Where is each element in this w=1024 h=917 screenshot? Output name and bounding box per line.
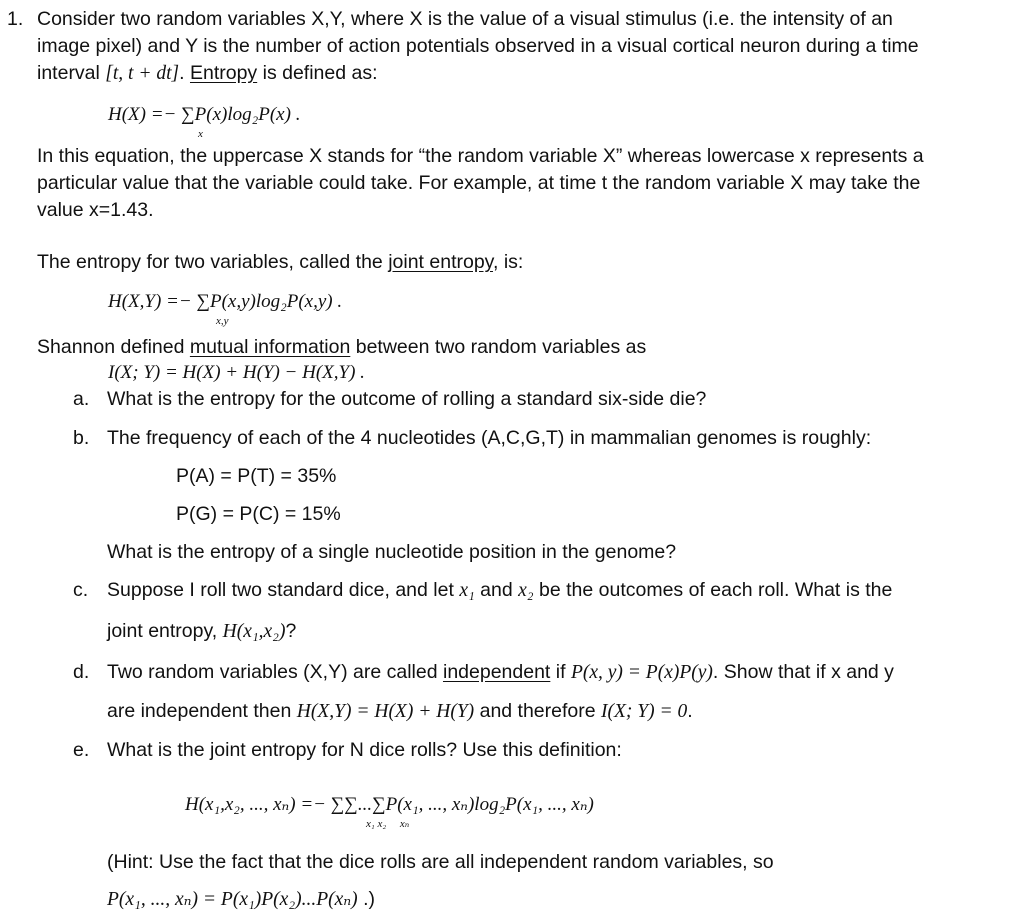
part-d-line-1 bbox=[107, 661, 894, 684]
part-b-freq-1: P(A) = P(T) = 35% bbox=[176, 465, 337, 487]
joint-entropy-sum-formula: H(X,Y) = H(X) + H(Y) bbox=[296, 701, 475, 722]
explain-line-2: particular value that the variable could take. For example, at time t the random variable X may take the bbox=[37, 172, 921, 194]
intro-line-3-end: is defined as: bbox=[262, 62, 378, 84]
intro-interval-label: interval bbox=[37, 62, 100, 84]
part-d-line2-mid: and therefore bbox=[479, 700, 596, 722]
joint-entropy-x1-x2: H(x₁,x₂) bbox=[222, 621, 286, 642]
product-rule-formula: P(x₁, ..., xₙ) = P(x₁)P(x₂)...P(xₙ) bbox=[107, 889, 358, 910]
mi-intro-pre: Shannon defined bbox=[37, 336, 185, 358]
x1-variable: x₁ bbox=[459, 580, 475, 601]
part-b-freq-2: P(G) = P(C) = 15% bbox=[176, 503, 341, 525]
explain-line-1: In this equation, the uppercase X stands for “the random variable X” whereas lowercase x represents a bbox=[37, 145, 924, 167]
part-c-letter: c. bbox=[73, 579, 89, 601]
n-dice-entropy-formula: H(x₁,x₂, ..., xₙ) =− ∑∑...∑P(x₁, ..., xₙ)log₂P(x₁, ..., xₙ) bbox=[185, 794, 594, 815]
x2-variable: x₂ bbox=[518, 580, 534, 601]
joint-intro-post: , is: bbox=[492, 251, 524, 273]
entropy-term: Entropy bbox=[189, 62, 258, 84]
part-d-pre: Two random variables (X,Y) are called bbox=[107, 661, 438, 683]
part-d-if: if bbox=[555, 661, 566, 683]
part-d-letter: d. bbox=[73, 661, 90, 683]
part-b-text: The frequency of each of the 4 nucleotides (A,C,G,T) in mammalian genomes is roughly: bbox=[107, 427, 872, 449]
independent-term: independent bbox=[442, 661, 551, 683]
part-d-line2-pre: are independent then bbox=[107, 700, 292, 722]
part-c-text-post: be the outcomes of each roll. What is the bbox=[539, 579, 893, 601]
part-e-hint-line-2 bbox=[107, 887, 375, 911]
part-b-letter: b. bbox=[73, 427, 90, 449]
explain-line-3: value x=1.43. bbox=[37, 199, 154, 221]
part-c-line-1 bbox=[107, 579, 892, 602]
joint-entropy-formula: H(X,Y) =− ∑P(x,y)log₂P(x,y) . bbox=[108, 291, 343, 312]
part-d-post: . Show that if x and y bbox=[712, 661, 894, 683]
part-c-text-pre: Suppose I roll two standard dice, and let bbox=[107, 579, 454, 601]
intro-line-2: image pixel) and Y is the number of action potentials observed in a visual cortical neuron during a time bbox=[37, 35, 919, 57]
zero-mi-formula: I(X; Y) = 0 bbox=[601, 701, 688, 722]
entropy-formula: H(X) =− ∑P(x)log₂P(x) . bbox=[108, 104, 301, 125]
part-b-question: What is the entropy of a single nucleotide position in the genome? bbox=[107, 541, 677, 563]
part-a-letter: a. bbox=[73, 388, 90, 410]
part-c-question-mark: ? bbox=[285, 620, 297, 642]
intro-dot: . bbox=[179, 62, 185, 84]
joint-intro-pre: The entropy for two variables, called the bbox=[37, 251, 383, 273]
part-a-text: What is the entropy for the outcome of rolling a standard six-side die? bbox=[107, 388, 707, 410]
part-e-text: What is the joint entropy for N dice rolls? Use this definition: bbox=[107, 739, 622, 761]
part-d-line2-dot: . bbox=[687, 700, 693, 722]
part-c-line2-pre: joint entropy, bbox=[107, 620, 218, 642]
problem-number: 1. bbox=[7, 8, 24, 30]
mutual-information-term: mutual information bbox=[189, 336, 351, 358]
intro-line-1: Consider two random variables X,Y, where X is the value of a visual stimulus (i.e. the intensity of an bbox=[37, 8, 893, 30]
part-c-and: and bbox=[480, 579, 513, 601]
joint-entropy-formula-subscript: x,y bbox=[216, 315, 229, 327]
mi-intro-post: between two random variables as bbox=[355, 336, 647, 358]
n-dice-formula-subscripts: x₁ x₂ xₙ bbox=[366, 818, 410, 830]
intro-line-3 bbox=[37, 62, 378, 85]
part-c-line-2 bbox=[107, 620, 296, 643]
joint-entropy-intro bbox=[37, 251, 523, 274]
independence-formula: P(x, y) = P(x)P(y) bbox=[570, 662, 713, 683]
entropy-formula-subscript: x bbox=[198, 128, 203, 140]
part-e-letter: e. bbox=[73, 739, 90, 761]
hint-end: .) bbox=[363, 888, 376, 910]
part-e-hint-line-1: (Hint: Use the fact that the dice rolls are all independent random variables, so bbox=[107, 851, 774, 873]
part-d-line-2 bbox=[107, 700, 693, 723]
interval-formula: [t, t + dt] bbox=[105, 63, 180, 84]
joint-entropy-term: joint entropy bbox=[388, 251, 493, 273]
mutual-info-formula: I(X; Y) = H(X) + H(Y) − H(X,Y) . bbox=[108, 362, 365, 383]
mutual-info-intro bbox=[37, 336, 646, 359]
